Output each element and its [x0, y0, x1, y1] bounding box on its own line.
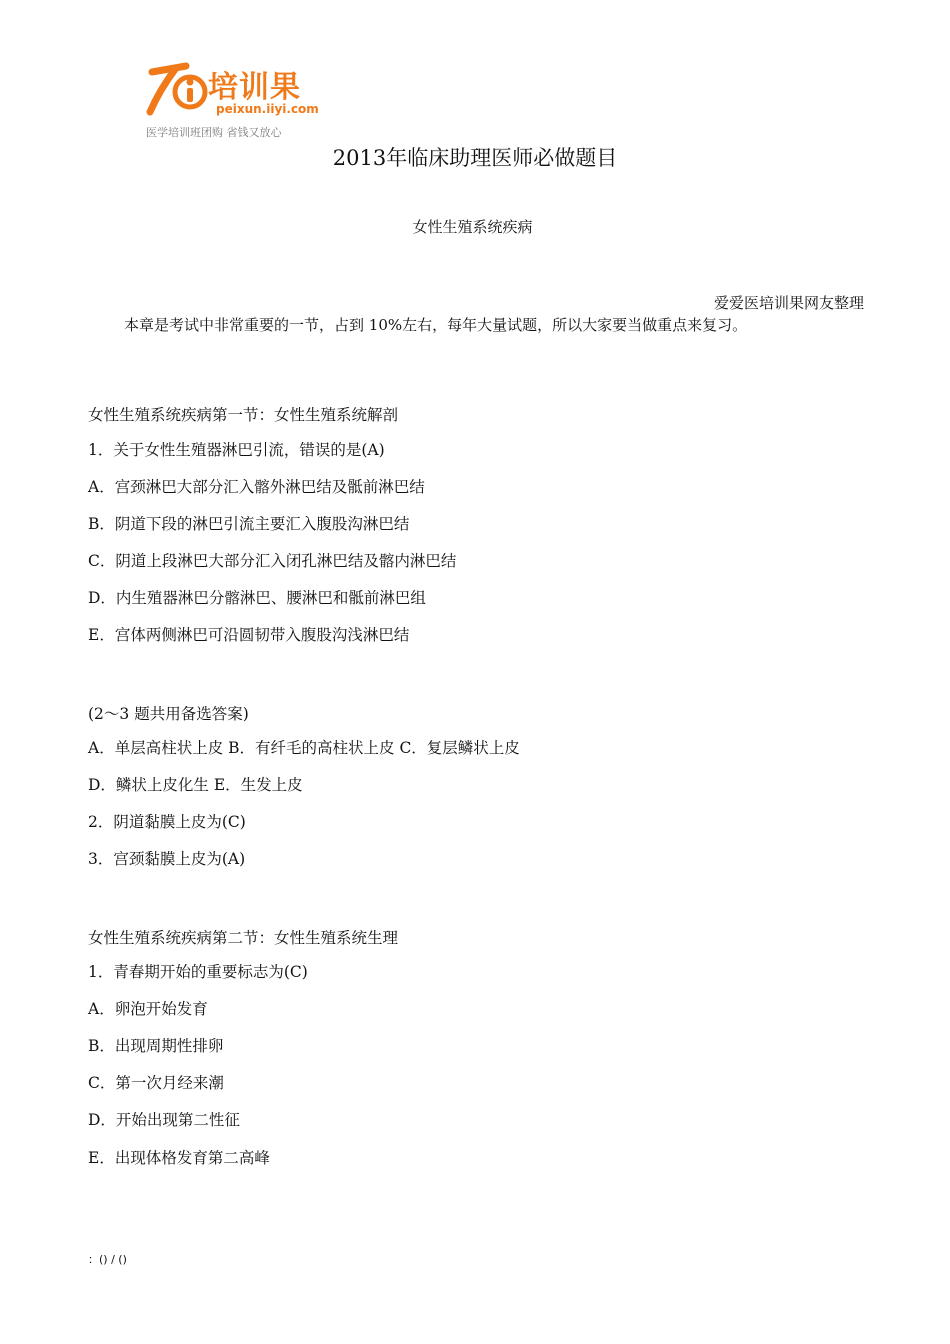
- option-line: B．阴道下段的淋巴引流主要汇入腹股沟淋巴结: [88, 515, 410, 533]
- question-line: 1．关于女性生殖器淋巴引流，错误的是(A): [88, 441, 385, 459]
- question-line: 2．阴道黏膜上皮为(C): [88, 813, 246, 831]
- logo-url: peixun.iiyi.com: [216, 102, 319, 116]
- section-heading: 女性生殖系统疾病第一节：女性生殖系统解剖: [88, 406, 399, 424]
- document-subtitle: 女性生殖系统疾病: [412, 218, 533, 236]
- option-line: C．第一次月经来潮: [88, 1074, 224, 1092]
- logo-slogan: 医学培训班团购 省钱又放心: [146, 126, 282, 139]
- logo-brand-name: 培训果: [208, 70, 301, 105]
- option-line: C．阴道上段淋巴大部分汇入闭孔淋巴结及髂内淋巴结: [88, 552, 457, 570]
- question-line: 1．青春期开始的重要标志为(C): [88, 963, 308, 981]
- brand-logo: [146, 58, 346, 142]
- document-credit: 爱爱医培训果网友整理: [713, 294, 864, 312]
- option-line: D．鳞状上皮化生 E．生发上皮: [88, 776, 303, 794]
- section-heading: (2～3 题共用备选答案): [88, 705, 249, 723]
- option-line: A．单层高柱状上皮 B．有纤毛的高柱状上皮 C．复层鳞状上皮: [88, 739, 520, 757]
- peixun-logo-icon: [146, 58, 212, 120]
- intro-paragraph: 本章是考试中非常重要的一节，占到 10%左右，每年大量试题，所以大家要当做重点来复习。: [124, 316, 748, 334]
- option-line: E．宫体两侧淋巴可沿圆韧带入腹股沟浅淋巴结: [88, 626, 410, 644]
- option-line: B．出现周期性排卵: [88, 1037, 224, 1055]
- option-line: D．开始出现第二性征: [88, 1111, 240, 1129]
- option-line: D．内生殖器淋巴分髂淋巴、腰淋巴和骶前淋巴组: [88, 589, 426, 607]
- section-heading: 女性生殖系统疾病第二节：女性生殖系统生理: [88, 929, 399, 947]
- question-line: 3．宫颈黏膜上皮为(A): [88, 850, 246, 868]
- option-line: E．出现体格发育第二高峰: [88, 1149, 270, 1167]
- page-footer: ：() / (): [88, 1253, 127, 1266]
- option-line: A．卵泡开始发育: [88, 1000, 208, 1018]
- option-line: A．宫颈淋巴大部分汇入髂外淋巴结及骶前淋巴结: [88, 478, 425, 496]
- document-title: 2013年临床助理医师必做题目: [332, 146, 618, 170]
